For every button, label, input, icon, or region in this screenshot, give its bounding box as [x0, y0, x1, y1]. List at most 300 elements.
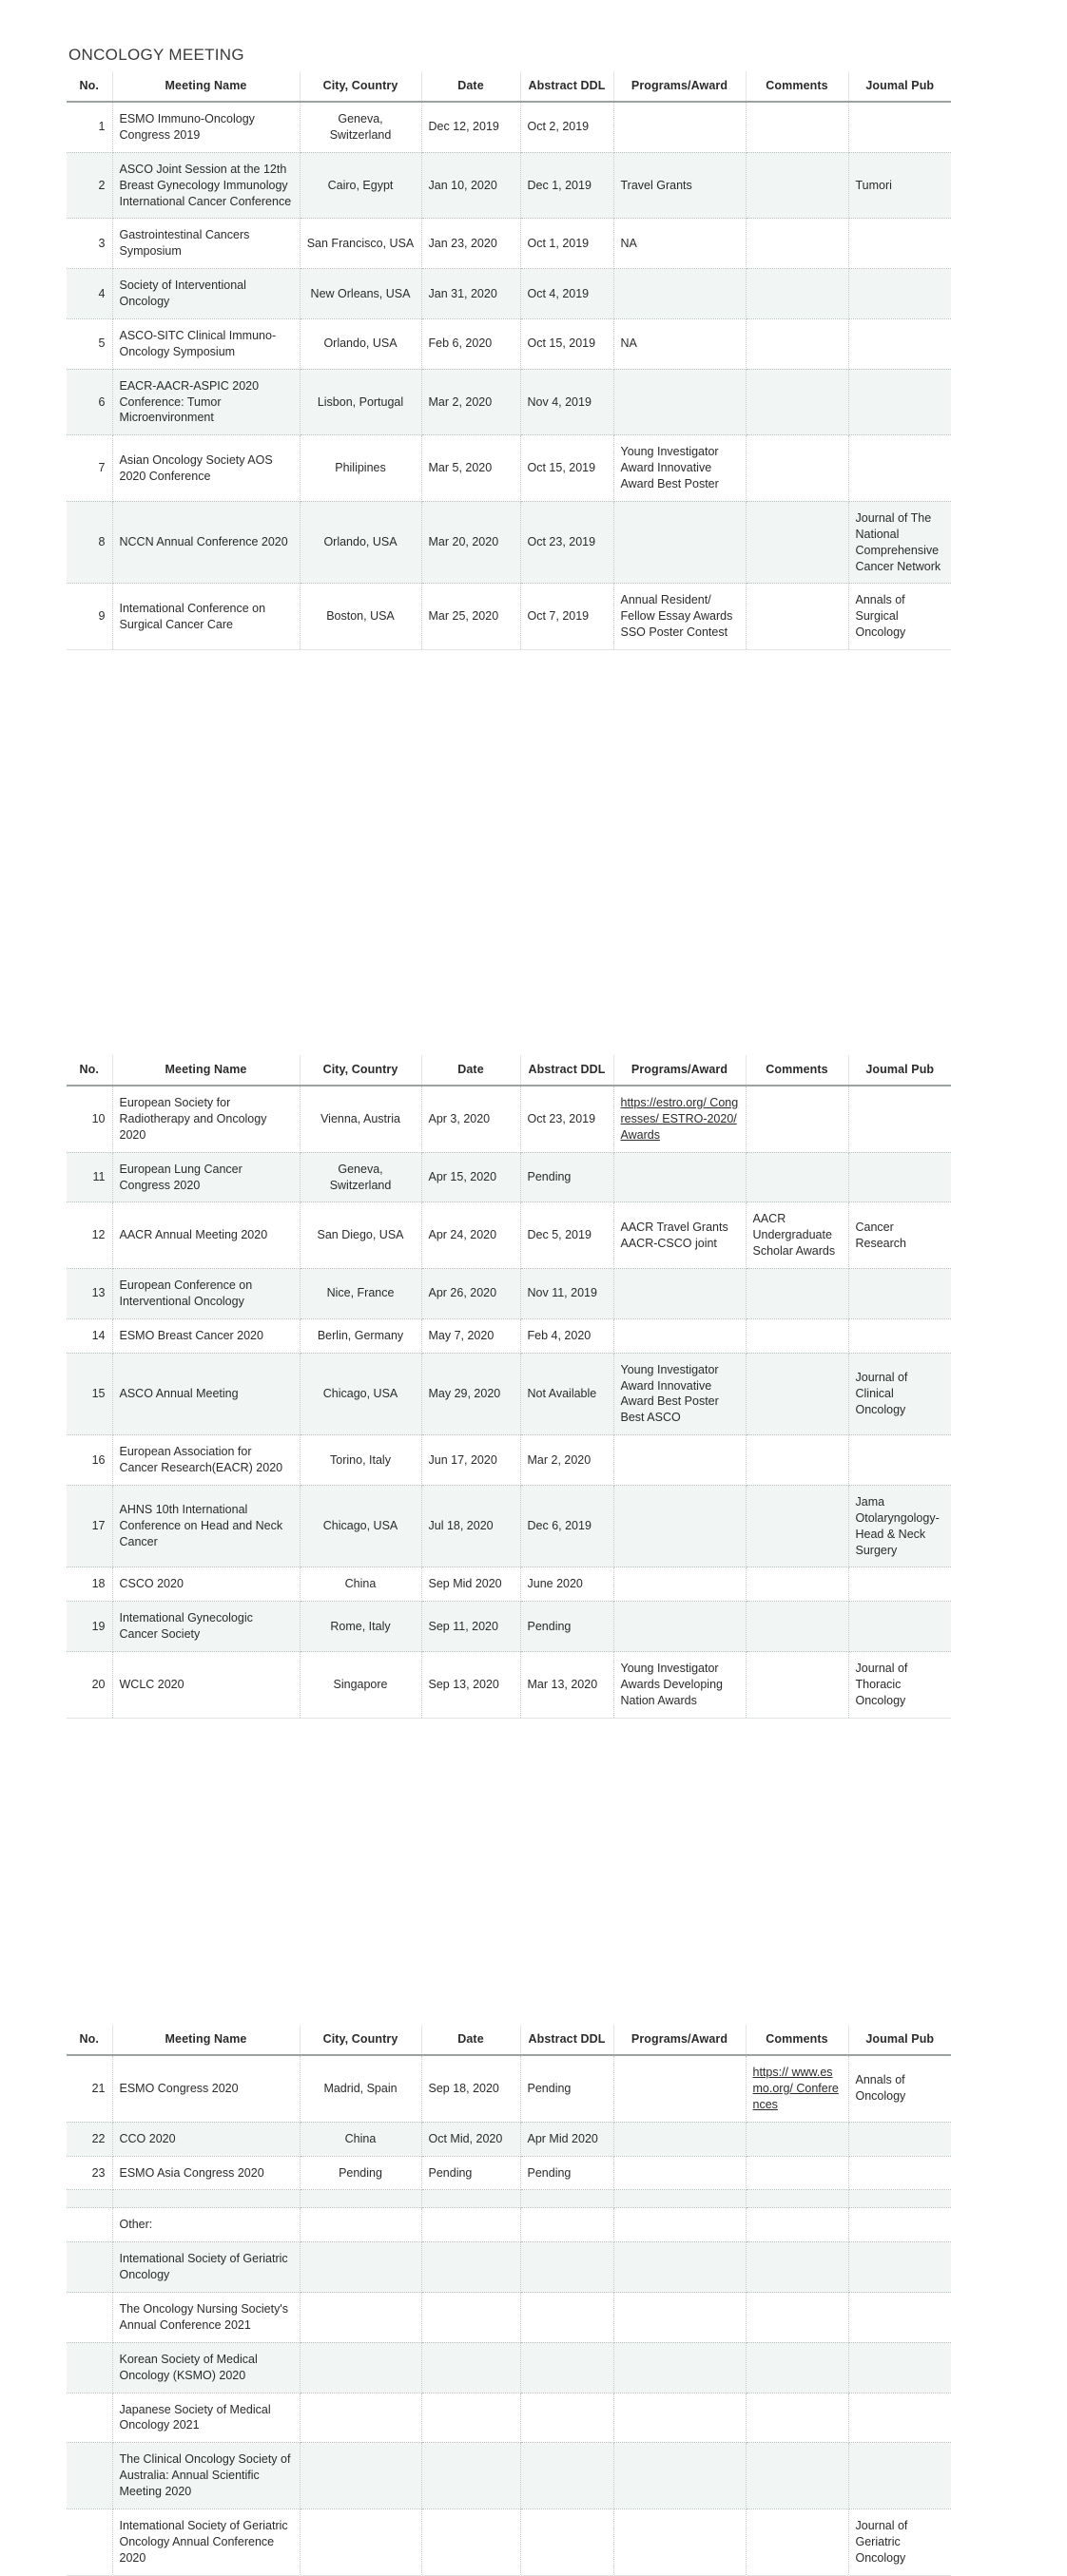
cell-programs-award — [613, 2443, 746, 2509]
cell-city-country: Torino, Italy — [300, 1435, 421, 1486]
cell-programs-award: Young Investigator Award Innovative Award Best Poster — [613, 435, 746, 502]
cell-journal-pub: Journal of Geriatric Oncology — [848, 2509, 951, 2575]
cell-city-country: Philipines — [300, 435, 421, 502]
cell-city-country: Lisbon, Portugal — [300, 369, 421, 435]
cell-journal-pub — [848, 1152, 951, 1202]
cell-meeting-date — [421, 2242, 520, 2293]
cell-city-country — [300, 2342, 421, 2393]
cell-row-number — [67, 2208, 112, 2242]
table-row — [67, 2293, 951, 2343]
table-row — [67, 1485, 951, 1567]
table-row — [67, 152, 951, 219]
cell-city-country: Boston, USA — [300, 584, 421, 650]
table-row — [67, 1652, 951, 1719]
cell-meeting-date — [421, 2509, 520, 2575]
cell-journal-pub: Journal of Thoracic Oncology — [848, 1652, 951, 1719]
cell-meeting-name: Asian Oncology Society AOS 2020 Conference — [112, 435, 300, 502]
table-header-row — [67, 1055, 951, 1086]
cell-meeting-date — [421, 2443, 520, 2509]
cell-programs-award — [613, 2509, 746, 2575]
table-row — [67, 1602, 951, 1652]
cell-meeting-date: Sep Mid 2020 — [421, 1567, 520, 1602]
cell-journal-pub — [848, 2443, 951, 2509]
cell-comments — [746, 2156, 848, 2190]
cell-programs-award[interactable] — [613, 1086, 746, 1152]
column-header-journal-pub: Joumal Pub — [848, 1055, 951, 1086]
cell-comments — [746, 1567, 848, 1602]
cell-meeting-date: Apr 15, 2020 — [421, 1152, 520, 1202]
cell-city-country — [300, 2190, 421, 2208]
cell-city-country: Chicago, USA — [300, 1353, 421, 1435]
cell-meeting-name: ASCO Joint Session at the 12th Breast Gynecology Immunology International Cancer Conference — [112, 152, 300, 219]
cell-row-number: 13 — [67, 1269, 112, 1319]
cell-city-country — [300, 2208, 421, 2242]
cell-meeting-name: European Lung Cancer Congress 2020 — [112, 1152, 300, 1202]
cell-journal-pub — [848, 1602, 951, 1652]
cell-comments — [746, 2242, 848, 2293]
cell-journal-pub — [848, 2242, 951, 2293]
cell-row-number: 20 — [67, 1652, 112, 1719]
cell-comments — [746, 369, 848, 435]
table-header-row — [67, 2025, 951, 2055]
cell-programs-award — [613, 2156, 746, 2190]
cell-row-number: 7 — [67, 435, 112, 502]
cell-programs-award — [613, 501, 746, 584]
cell-row-number — [67, 2509, 112, 2575]
cell-programs-award — [613, 269, 746, 319]
cell-meeting-date: Sep 13, 2020 — [421, 1652, 520, 1719]
cell-abstract-deadline — [520, 2509, 613, 2575]
cell-meeting-date: Dec 12, 2019 — [421, 102, 520, 152]
cell-meeting-name: Intemational Conference on Surgical Cancer Care — [112, 584, 300, 650]
column-header-row-number: No. — [67, 1055, 112, 1086]
table-row — [67, 1269, 951, 1319]
cell-programs-award — [613, 1485, 746, 1567]
table-row — [67, 1152, 951, 1202]
column-header-city-country: City, Country — [300, 2025, 421, 2055]
cell-meeting-name: European Conference on Interventional Oncology — [112, 1269, 300, 1319]
cell-city-country: Vienna, Austria — [300, 1086, 421, 1152]
cell-comments — [746, 1086, 848, 1152]
external-link[interactable]: https://estro.org/ Congresses/ ESTRO-2020/Awards — [620, 1096, 739, 1142]
cell-row-number: 9 — [67, 584, 112, 650]
cell-meeting-name: CSCO 2020 — [112, 1567, 300, 1602]
table-row — [67, 1567, 951, 1602]
cell-journal-pub — [848, 2122, 951, 2156]
cell-comments — [746, 152, 848, 219]
cell-abstract-deadline — [520, 2393, 613, 2443]
cell-meeting-date: Apr 26, 2020 — [421, 1269, 520, 1319]
cell-city-country: New Orleans, USA — [300, 269, 421, 319]
table-row — [67, 435, 951, 502]
cell-meeting-name: NCCN Annual Conference 2020 — [112, 501, 300, 584]
cell-abstract-deadline: Apr Mid 2020 — [520, 2122, 613, 2156]
cell-comments — [746, 584, 848, 650]
cell-abstract-deadline: Oct 7, 2019 — [520, 584, 613, 650]
cell-meeting-name: AACR Annual Meeting 2020 — [112, 1202, 300, 1269]
table-row — [67, 1353, 951, 1435]
cell-journal-pub — [848, 1269, 951, 1319]
cell-journal-pub: Cancer Research — [848, 1202, 951, 1269]
cell-meeting-date: Jun 17, 2020 — [421, 1435, 520, 1486]
cell-journal-pub — [848, 2293, 951, 2343]
cell-row-number: 12 — [67, 1202, 112, 1269]
cell-city-country: Geneva, Switzerland — [300, 102, 421, 152]
table-row — [67, 1202, 951, 1269]
cell-city-country: Pending — [300, 2156, 421, 2190]
cell-meeting-name: ESMO Immuno-Oncology Congress 2019 — [112, 102, 300, 152]
cell-comments — [746, 2293, 848, 2343]
cell-programs-award: NA — [613, 318, 746, 369]
cell-meeting-name: Society of Interventional Oncology — [112, 269, 300, 319]
cell-city-country — [300, 2509, 421, 2575]
cell-row-number: 8 — [67, 501, 112, 584]
cell-comments — [746, 2122, 848, 2156]
cell-journal-pub: Tumori — [848, 152, 951, 219]
cell-meeting-date: Jul 18, 2020 — [421, 1485, 520, 1567]
column-header-meeting-name: Meeting Name — [112, 1055, 300, 1086]
cell-meeting-name: Intemational Society of Geriatric Oncology — [112, 2242, 300, 2293]
cell-abstract-deadline: Nov 11, 2019 — [520, 1269, 613, 1319]
cell-journal-pub — [848, 1435, 951, 1486]
cell-row-number: 23 — [67, 2156, 112, 2190]
cell-journal-pub — [848, 318, 951, 369]
column-header-meeting-name: Meeting Name — [112, 71, 300, 102]
cell-abstract-deadline: Oct 15, 2019 — [520, 318, 613, 369]
cell-meeting-name: European Association for Cancer Research(EACR) 2020 — [112, 1435, 300, 1486]
column-header-abstract-deadline: Abstract DDL — [520, 2025, 613, 2055]
cell-abstract-deadline: Dec 5, 2019 — [520, 1202, 613, 1269]
cell-comments — [746, 1318, 848, 1353]
column-header-programs-award: Programs/Award — [613, 71, 746, 102]
cell-meeting-date: Apr 3, 2020 — [421, 1086, 520, 1152]
cell-city-country: Berlin, Germany — [300, 1318, 421, 1353]
cell-abstract-deadline: Oct 23, 2019 — [520, 501, 613, 584]
cell-row-number — [67, 2242, 112, 2293]
cell-abstract-deadline — [520, 2190, 613, 2208]
table-row — [67, 102, 951, 152]
cell-abstract-deadline: Mar 13, 2020 — [520, 1652, 613, 1719]
cell-comments — [746, 2190, 848, 2208]
cell-meeting-date: Jan 10, 2020 — [421, 152, 520, 219]
table-row — [67, 219, 951, 269]
cell-journal-pub: Journal of The National Comprehensive Cancer Network — [848, 501, 951, 584]
column-header-comments: Comments — [746, 1055, 848, 1086]
cell-comments — [746, 1435, 848, 1486]
table-row — [67, 369, 951, 435]
cell-programs-award — [613, 1567, 746, 1602]
meetings-table — [67, 71, 951, 650]
cell-comments — [746, 2393, 848, 2443]
cell-meeting-name: Intemational Gynecologic Cancer Society — [112, 1602, 300, 1652]
cell-city-country: Madrid, Spain — [300, 2055, 421, 2122]
cell-city-country: San Diego, USA — [300, 1202, 421, 1269]
cell-row-number: 2 — [67, 152, 112, 219]
cell-meeting-date — [421, 2208, 520, 2242]
cell-programs-award: NA — [613, 219, 746, 269]
column-header-abstract-deadline: Abstract DDL — [520, 1055, 613, 1086]
cell-programs-award: Annual Resident/ Fellow Essay Awards SSO Poster Contest — [613, 584, 746, 650]
cell-meeting-name: Other: — [112, 2208, 300, 2242]
cell-meeting-date: Jan 23, 2020 — [421, 219, 520, 269]
cell-abstract-deadline: June 2020 — [520, 1567, 613, 1602]
cell-row-number: 17 — [67, 1485, 112, 1567]
cell-city-country: Nice, France — [300, 1269, 421, 1319]
meetings-table-1-container — [67, 71, 951, 650]
cell-comments — [746, 2443, 848, 2509]
cell-journal-pub: Jama Otolaryngology-Head & Neck Surgery — [848, 1485, 951, 1567]
cell-meeting-name: ESMO Asia Congress 2020 — [112, 2156, 300, 2190]
cell-row-number: 19 — [67, 1602, 112, 1652]
cell-abstract-deadline: Oct 4, 2019 — [520, 269, 613, 319]
cell-row-number — [67, 2293, 112, 2343]
cell-meeting-name: The Oncology Nursing Society's Annual Conference 2021 — [112, 2293, 300, 2343]
cell-meeting-date: Feb 6, 2020 — [421, 318, 520, 369]
cell-city-country: Chicago, USA — [300, 1485, 421, 1567]
column-header-meeting-date: Date — [421, 71, 520, 102]
cell-programs-award — [613, 2055, 746, 2122]
cell-city-country — [300, 2293, 421, 2343]
cell-programs-award — [613, 2190, 746, 2208]
cell-row-number — [67, 2443, 112, 2509]
cell-meeting-name: Japanese Society of Medical Oncology 2021 — [112, 2393, 300, 2443]
cell-meeting-date: Mar 25, 2020 — [421, 584, 520, 650]
cell-meeting-name: The Clinical Oncology Society of Australia: Annual Scientific Meeting 2020 — [112, 2443, 300, 2509]
cell-abstract-deadline — [520, 2443, 613, 2509]
cell-meeting-name: Korean Society of Medical Oncology (KSMO) 2020 — [112, 2342, 300, 2393]
table-row — [67, 2208, 951, 2242]
cell-journal-pub — [848, 2393, 951, 2443]
column-header-programs-award: Programs/Award — [613, 2025, 746, 2055]
cell-programs-award — [613, 2242, 746, 2293]
cell-abstract-deadline: Dec 1, 2019 — [520, 152, 613, 219]
cell-journal-pub — [848, 2190, 951, 2208]
cell-meeting-date: May 7, 2020 — [421, 1318, 520, 1353]
external-link[interactable]: https:// www.esmo.org/ Conferences — [752, 2066, 839, 2111]
cell-abstract-deadline — [520, 2293, 613, 2343]
table-row — [67, 2509, 951, 2575]
cell-row-number: 15 — [67, 1353, 112, 1435]
cell-journal-pub — [848, 2208, 951, 2242]
table-row — [67, 2055, 951, 2122]
cell-abstract-deadline — [520, 2208, 613, 2242]
cell-abstract-deadline — [520, 2342, 613, 2393]
cell-journal-pub: Annals of Surgical Oncology — [848, 584, 951, 650]
cell-meeting-name: EACR-AACR-ASPIC 2020 Conference: Tumor Microenvironment — [112, 369, 300, 435]
table-row — [67, 2393, 951, 2443]
cell-programs-award: Travel Grants — [613, 152, 746, 219]
table-row — [67, 318, 951, 369]
cell-programs-award — [613, 369, 746, 435]
cell-row-number: 5 — [67, 318, 112, 369]
cell-row-number: 11 — [67, 1152, 112, 1202]
cell-comments — [746, 1353, 848, 1435]
cell-city-country: Geneva, Switzerland — [300, 1152, 421, 1202]
cell-journal-pub: Annals of Oncology — [848, 2055, 951, 2122]
meetings-table-2-container — [67, 1055, 951, 1719]
cell-meeting-name — [112, 2190, 300, 2208]
cell-meeting-name: ESMO Breast Cancer 2020 — [112, 1318, 300, 1353]
cell-meeting-name: ASCO-SITC Clinical Immuno-Oncology Symposium — [112, 318, 300, 369]
cell-meeting-date — [421, 2342, 520, 2393]
cell-comments[interactable] — [746, 2055, 848, 2122]
cell-programs-award — [613, 1152, 746, 1202]
cell-comments — [746, 2342, 848, 2393]
cell-journal-pub — [848, 435, 951, 502]
cell-journal-pub — [848, 102, 951, 152]
table-row — [67, 1435, 951, 1486]
cell-journal-pub — [848, 1567, 951, 1602]
cell-row-number: 21 — [67, 2055, 112, 2122]
meetings-table — [67, 1055, 951, 1719]
cell-city-country: Singapore — [300, 1652, 421, 1719]
cell-meeting-date: Sep 18, 2020 — [421, 2055, 520, 2122]
cell-journal-pub — [848, 269, 951, 319]
cell-abstract-deadline: Pending — [520, 2055, 613, 2122]
cell-programs-award — [613, 2293, 746, 2343]
cell-meeting-date: Oct Mid, 2020 — [421, 2122, 520, 2156]
cell-programs-award — [613, 2208, 746, 2242]
cell-abstract-deadline: Oct 23, 2019 — [520, 1086, 613, 1152]
cell-row-number: 14 — [67, 1318, 112, 1353]
cell-programs-award — [613, 2122, 746, 2156]
cell-programs-award: Young Investigator Awards Developing Nation Awards — [613, 1652, 746, 1719]
cell-meeting-date: Jan 31, 2020 — [421, 269, 520, 319]
cell-abstract-deadline — [520, 2242, 613, 2293]
cell-abstract-deadline: Not Available — [520, 1353, 613, 1435]
cell-programs-award — [613, 2342, 746, 2393]
cell-abstract-deadline: Nov 4, 2019 — [520, 369, 613, 435]
table-row — [67, 584, 951, 650]
column-header-row-number: No. — [67, 2025, 112, 2055]
cell-comments — [746, 501, 848, 584]
table-row — [67, 1318, 951, 1353]
cell-journal-pub: Journal of Clinical Oncology — [848, 1353, 951, 1435]
cell-city-country: Cairo, Egypt — [300, 152, 421, 219]
cell-row-number: 4 — [67, 269, 112, 319]
column-header-city-country: City, Country — [300, 71, 421, 102]
cell-meeting-date — [421, 2393, 520, 2443]
table-row — [67, 2242, 951, 2293]
cell-meeting-date: Mar 5, 2020 — [421, 435, 520, 502]
cell-row-number: 1 — [67, 102, 112, 152]
cell-comments — [746, 1602, 848, 1652]
cell-journal-pub — [848, 369, 951, 435]
cell-journal-pub — [848, 1318, 951, 1353]
cell-meeting-name: WCLC 2020 — [112, 1652, 300, 1719]
cell-row-number: 6 — [67, 369, 112, 435]
table-header-row — [67, 71, 951, 102]
cell-meeting-name: ESMO Congress 2020 — [112, 2055, 300, 2122]
table-row — [67, 501, 951, 584]
column-header-abstract-deadline: Abstract DDL — [520, 71, 613, 102]
cell-city-country: Orlando, USA — [300, 318, 421, 369]
cell-abstract-deadline: Oct 15, 2019 — [520, 435, 613, 502]
cell-city-country: San Francisco, USA — [300, 219, 421, 269]
cell-journal-pub — [848, 2342, 951, 2393]
cell-comments — [746, 318, 848, 369]
cell-abstract-deadline: Pending — [520, 1152, 613, 1202]
cell-row-number: 18 — [67, 1567, 112, 1602]
cell-meeting-date: Pending — [421, 2156, 520, 2190]
cell-comments — [746, 435, 848, 502]
cell-comments — [746, 269, 848, 319]
cell-meeting-date: Mar 2, 2020 — [421, 369, 520, 435]
cell-meeting-name: CCO 2020 — [112, 2122, 300, 2156]
cell-abstract-deadline: Dec 6, 2019 — [520, 1485, 613, 1567]
cell-programs-award — [613, 1435, 746, 1486]
column-header-comments: Comments — [746, 2025, 848, 2055]
cell-journal-pub — [848, 219, 951, 269]
cell-row-number — [67, 2393, 112, 2443]
meetings-table-3-container — [67, 2025, 951, 2576]
cell-meeting-date — [421, 2190, 520, 2208]
cell-programs-award — [613, 2393, 746, 2443]
cell-row-number: 22 — [67, 2122, 112, 2156]
cell-comments — [746, 2509, 848, 2575]
table-row — [67, 2443, 951, 2509]
cell-meeting-date: Apr 24, 2020 — [421, 1202, 520, 1269]
cell-journal-pub — [848, 1086, 951, 1152]
page-title: ONCOLOGY MEETING — [68, 46, 244, 64]
cell-abstract-deadline: Pending — [520, 2156, 613, 2190]
cell-row-number: 3 — [67, 219, 112, 269]
table-row — [67, 2190, 951, 2208]
table-row — [67, 2122, 951, 2156]
cell-abstract-deadline: Mar 2, 2020 — [520, 1435, 613, 1486]
cell-comments — [746, 1485, 848, 1567]
cell-city-country: Rome, Italy — [300, 1602, 421, 1652]
cell-comments — [746, 1652, 848, 1719]
cell-city-country: China — [300, 1567, 421, 1602]
meetings-table — [67, 2025, 951, 2576]
cell-comments — [746, 219, 848, 269]
column-header-programs-award: Programs/Award — [613, 1055, 746, 1086]
cell-meeting-name: AHNS 10th International Conference on Head and Neck Cancer — [112, 1485, 300, 1567]
cell-row-number: 10 — [67, 1086, 112, 1152]
cell-city-country: Orlando, USA — [300, 501, 421, 584]
cell-journal-pub — [848, 2156, 951, 2190]
cell-meeting-name: Intemational Society of Geriatric Oncology Annual Conference 2020 — [112, 2509, 300, 2575]
cell-comments: AACR Undergraduate Scholar Awards — [746, 1202, 848, 1269]
column-header-meeting-date: Date — [421, 2025, 520, 2055]
cell-city-country — [300, 2443, 421, 2509]
cell-row-number — [67, 2342, 112, 2393]
cell-programs-award — [613, 1318, 746, 1353]
cell-city-country — [300, 2242, 421, 2293]
cell-meeting-date: May 29, 2020 — [421, 1353, 520, 1435]
cell-meeting-name: Gastrointestinal Cancers Symposium — [112, 219, 300, 269]
cell-comments — [746, 1269, 848, 1319]
cell-programs-award — [613, 1602, 746, 1652]
cell-city-country — [300, 2393, 421, 2443]
cell-programs-award: AACR Travel Grants AACR-CSCO joint — [613, 1202, 746, 1269]
column-header-city-country: City, Country — [300, 1055, 421, 1086]
cell-row-number: 16 — [67, 1435, 112, 1486]
column-header-meeting-date: Date — [421, 1055, 520, 1086]
column-header-journal-pub: Joumal Pub — [848, 2025, 951, 2055]
cell-abstract-deadline: Pending — [520, 1602, 613, 1652]
cell-programs-award — [613, 102, 746, 152]
cell-city-country: China — [300, 2122, 421, 2156]
cell-abstract-deadline: Oct 2, 2019 — [520, 102, 613, 152]
cell-row-number — [67, 2190, 112, 2208]
cell-abstract-deadline: Feb 4, 2020 — [520, 1318, 613, 1353]
column-header-meeting-name: Meeting Name — [112, 2025, 300, 2055]
cell-meeting-name: ASCO Annual Meeting — [112, 1353, 300, 1435]
table-row — [67, 2342, 951, 2393]
table-row — [67, 2156, 951, 2190]
